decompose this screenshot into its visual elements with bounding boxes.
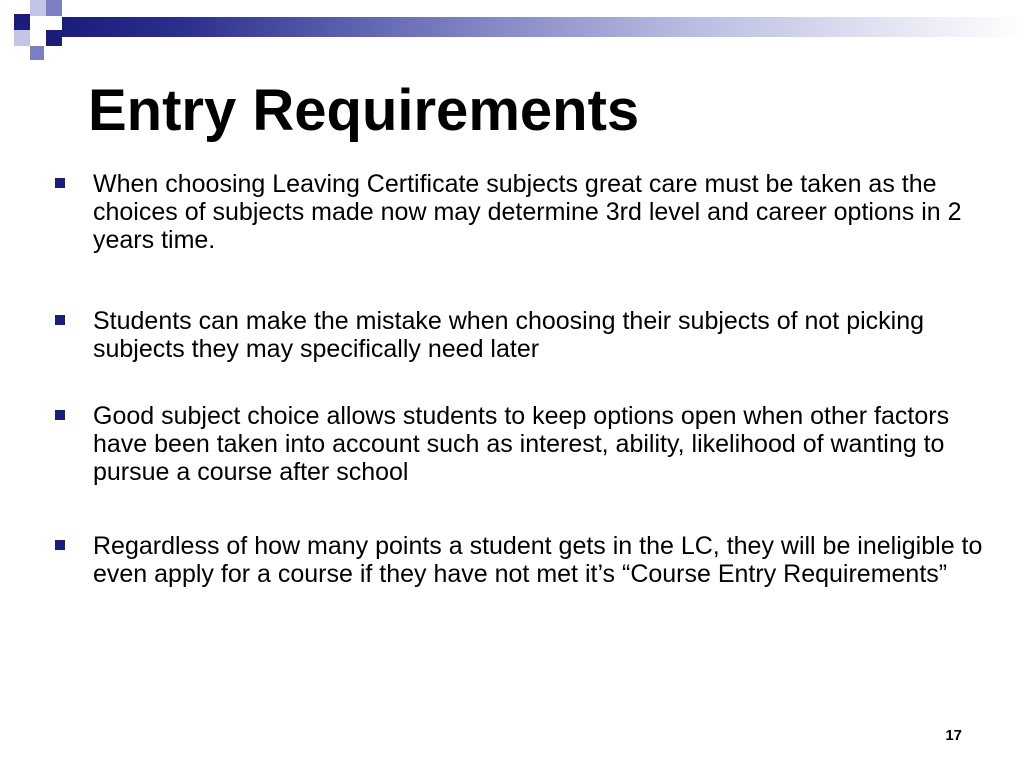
square-bullet-icon (55, 315, 65, 325)
decor-square-mid-1 (46, 0, 62, 16)
decor-square-light-1 (30, 0, 46, 16)
page-number: 17 (945, 727, 962, 744)
bullet-text: When choosing Leaving Certificate subjects great care must be taken as the choices of subjects made now may determine 3rd level and career options in 2 years time. (93, 170, 962, 254)
bullet-text: Students can make the mistake when choosing their subjects of not picking subjects they may specifically need later (93, 307, 925, 363)
bullet-text: Good subject choice allows students to keep options open when other factors have been taken into account such as interest, ability, likelihood of wanting to pursue a course after school (93, 402, 950, 486)
decor-square-navy-2 (46, 30, 62, 46)
bullet-text: Regardless of how many points a student gets in the LC, they will be ineligible to even apply for a course if they have not met it’s “Course Entry Requirements” (93, 532, 983, 588)
square-bullet-icon (55, 178, 65, 188)
square-bullet-icon (55, 410, 65, 420)
decor-square-light-2 (14, 30, 30, 46)
square-bullet-icon (55, 540, 65, 550)
decor-square-navy-1 (14, 14, 30, 30)
slide-title: Entry Requirements (88, 78, 640, 143)
header-gradient-bar (62, 17, 1024, 37)
decor-square-mid-2 (30, 46, 44, 60)
